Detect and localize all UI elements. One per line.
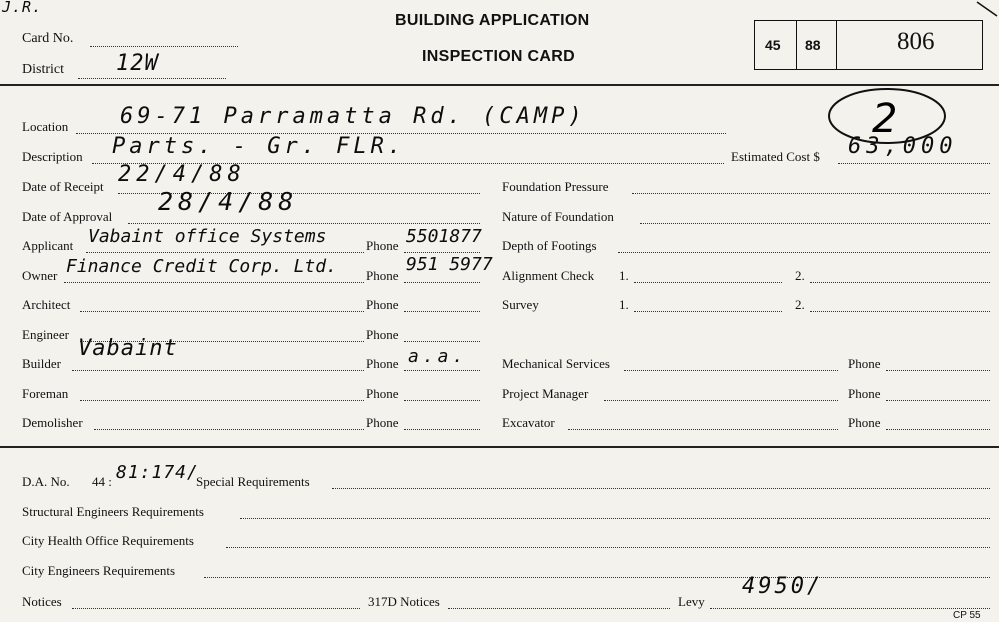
- applicant-phone-field[interactable]: [404, 252, 480, 253]
- depth-footings-label: Depth of Footings: [502, 238, 597, 253]
- foreman-label: Foreman: [22, 386, 69, 401]
- description-value: Parts. - Gr. FLR.: [112, 134, 406, 159]
- initials: J.R.: [2, 0, 43, 16]
- survey-2-field[interactable]: [810, 311, 990, 312]
- excavator-label: Excavator: [502, 415, 555, 430]
- builder-phone-value: a.a.: [408, 346, 468, 367]
- circled-number-text: 2: [872, 96, 898, 142]
- special-requirements-field[interactable]: [332, 488, 990, 489]
- district-value: 12W: [116, 51, 159, 76]
- card-no-field[interactable]: [90, 46, 238, 47]
- box-year: 45: [765, 37, 781, 53]
- alignment-1-label: 1.: [619, 268, 629, 283]
- demolisher-label: Demolisher: [22, 415, 83, 430]
- box-year-2: 88: [805, 37, 821, 53]
- title-line-2: INSPECTION CARD: [422, 48, 575, 65]
- project-manager-phone-label: Phone: [848, 386, 881, 401]
- owner-value: Finance Credit Corp. Ltd.: [66, 256, 337, 277]
- estimated-cost-label: Estimated Cost $: [731, 149, 820, 164]
- survey-label: Survey: [502, 297, 539, 312]
- da-no-label: D.A. No.: [22, 474, 70, 489]
- date-approval-label: Date of Approval: [22, 209, 113, 224]
- survey-2-label: 2.: [795, 297, 805, 312]
- engineer-phone-field[interactable]: [404, 341, 480, 342]
- da-no-prefix: 44 :: [92, 474, 112, 489]
- card-no-label: Card No.: [22, 31, 74, 46]
- foreman-field[interactable]: [80, 400, 364, 401]
- applicant-field[interactable]: [86, 252, 364, 253]
- date-approval-field[interactable]: [128, 223, 480, 224]
- levy-value: 4950/: [742, 574, 824, 599]
- corner-mark: [975, 0, 999, 20]
- applicant-label: Applicant: [22, 238, 74, 253]
- applicant-value: Vabaint office Systems: [88, 226, 327, 247]
- city-engineers-label: City Engineers Requirements: [22, 563, 176, 578]
- project-manager-phone-field[interactable]: [886, 400, 990, 401]
- architect-label: Architect: [22, 297, 71, 312]
- structural-field[interactable]: [240, 518, 990, 519]
- estimated-cost-value: 63,000: [848, 134, 958, 159]
- date-receipt-value: 22/4/88: [118, 162, 246, 187]
- description-label: Description: [22, 149, 83, 164]
- demolisher-field[interactable]: [94, 429, 364, 430]
- alignment-1-field[interactable]: [634, 282, 782, 283]
- levy-label: Levy: [678, 594, 705, 609]
- excavator-field[interactable]: [568, 429, 838, 430]
- location-label: Location: [22, 119, 69, 134]
- owner-field[interactable]: [64, 282, 364, 283]
- city-engineers-field[interactable]: [204, 577, 990, 578]
- builder-phone-label: Phone: [366, 356, 399, 371]
- nature-foundation-label: Nature of Foundation: [502, 209, 614, 224]
- mechanical-services-field[interactable]: [624, 370, 838, 371]
- foreman-phone-label: Phone: [366, 386, 399, 401]
- mechanical-phone-field[interactable]: [886, 370, 990, 371]
- builder-value: Vabaint: [78, 336, 178, 361]
- owner-label: Owner: [22, 268, 58, 283]
- engineer-label: Engineer: [22, 327, 69, 342]
- excavator-phone-label: Phone: [848, 415, 881, 430]
- project-manager-field[interactable]: [604, 400, 838, 401]
- notices-label: Notices: [22, 594, 62, 609]
- location-value: 69-71 Parramatta Rd. (CAMP): [120, 104, 586, 129]
- mechanical-phone-label: Phone: [848, 356, 881, 371]
- da-no-value: 81:174/: [116, 462, 199, 483]
- demolisher-phone-label: Phone: [366, 415, 399, 430]
- survey-1-label: 1.: [619, 297, 629, 312]
- demolisher-phone-field[interactable]: [404, 429, 480, 430]
- survey-1-field[interactable]: [634, 311, 782, 312]
- applicant-phone-label: Phone: [366, 238, 399, 253]
- box-number: 806: [897, 28, 935, 55]
- engineer-phone-label: Phone: [366, 327, 399, 342]
- owner-phone-value: 951 5977: [406, 254, 493, 275]
- notices-field[interactable]: [72, 608, 360, 609]
- structural-label: Structural Engineers Requirements: [22, 504, 204, 519]
- architect-field[interactable]: [80, 311, 364, 312]
- notices-317d-label: 317D Notices: [368, 594, 440, 609]
- architect-phone-field[interactable]: [404, 311, 480, 312]
- applicant-phone-value: 5501877: [406, 226, 482, 247]
- builder-phone-field[interactable]: [404, 370, 480, 371]
- date-receipt-label: Date of Receipt: [22, 179, 104, 194]
- city-health-field[interactable]: [226, 547, 990, 548]
- middle-rule: [0, 446, 999, 448]
- builder-label: Builder: [22, 356, 61, 371]
- alignment-check-label: Alignment Check: [502, 268, 595, 283]
- nature-foundation-field[interactable]: [640, 223, 990, 224]
- owner-phone-label: Phone: [366, 268, 399, 283]
- card-number-box: [754, 20, 983, 70]
- owner-phone-field[interactable]: [404, 282, 480, 283]
- mechanical-services-label: Mechanical Services: [502, 356, 610, 371]
- foreman-phone-field[interactable]: [404, 400, 480, 401]
- city-health-label: City Health Office Requirements: [22, 533, 194, 548]
- estimated-cost-field[interactable]: [838, 163, 990, 164]
- form-code: CP 55: [953, 610, 981, 621]
- builder-field[interactable]: [72, 370, 364, 371]
- date-approval-value: 28/4/88: [158, 187, 299, 216]
- title-line-1: BUILDING APPLICATION: [395, 12, 590, 29]
- excavator-phone-field[interactable]: [886, 429, 990, 430]
- architect-phone-label: Phone: [366, 297, 399, 312]
- project-manager-label: Project Manager: [502, 386, 589, 401]
- alignment-2-label: 2.: [795, 268, 805, 283]
- foundation-pressure-field[interactable]: [632, 193, 990, 194]
- district-field[interactable]: [78, 78, 226, 79]
- special-requirements-label: Special Requirements: [196, 474, 310, 489]
- foundation-pressure-label: Foundation Pressure: [502, 179, 609, 194]
- alignment-2-field[interactable]: [810, 282, 990, 283]
- depth-footings-field[interactable]: [618, 252, 990, 253]
- notices-317d-field[interactable]: [448, 608, 670, 609]
- district-label: District: [22, 62, 64, 77]
- levy-field[interactable]: [710, 608, 990, 609]
